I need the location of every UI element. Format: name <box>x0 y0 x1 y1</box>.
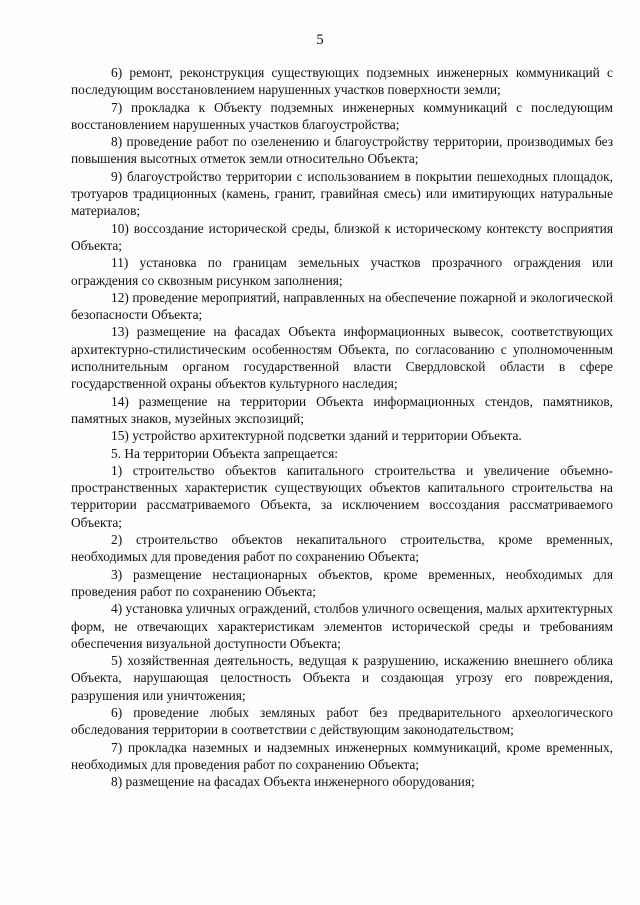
paragraph-10: 10) воссоздание исторической среды, близкой к историческому контексту восприятия Объекта; <box>71 220 613 253</box>
prohibition-3: 3) размещение нестационарных объектов, кроме временных, необходимых для проведения работ по сохранению Объекта; <box>71 566 613 599</box>
prohibition-8: 8) размещение на фасадах Объекта инженерного оборудования; <box>111 774 475 790</box>
paragraph-15: 15) устройство архитектурной подсветки зданий и территории Объекта. <box>111 428 522 444</box>
prohibition-6: 6) проведение любых земляных работ без предварительного археологического обследования территории в соответствии с действующим законодательством; <box>71 704 613 738</box>
page-number: 5 <box>316 32 324 48</box>
paragraph-7: 7) прокладка к Объекту подземных инженерных коммуникаций с последующим восстановлением нарушенных участков благоустройства; <box>71 99 613 132</box>
paragraph-8: 8) проведение работ по озеленению и благоустройству территории, производимых без повышения высотных отметок земли относительно Объекта; <box>71 134 613 167</box>
prohibition-5: 5) хозяйственная деятельность, ведущая к разрушению, искажению внешнего облика Объекта, нарушающая целостность Объекта и создающая угрозу его повреждения, разрушения или уничтожения; <box>71 653 613 703</box>
section-5-heading: 5. На территории Объекта запрещается: <box>111 445 338 461</box>
prohibition-7: 7) прокладка наземных и надземных инженерных коммуникаций, кроме временных, необходимых для проведения работ по сохранению Объекта; <box>71 739 613 772</box>
paragraph-6: 6) ремонт, реконструкция существующих подземных инженерных коммуникаций с последующим восстановлением нарушенных участков поверхности земли; <box>71 65 613 98</box>
paragraph-12: 12) проведение мероприятий, направленных на обеспечение пожарной и экологической безопасности Объекта; <box>71 289 613 323</box>
paragraph-11: 11) установка по границам земельных участков прозрачного ограждения или ограждения со сквозным рисунком заполнения; <box>71 255 613 288</box>
prohibition-2: 2) строительство объектов некапитального строительства, кроме временных, необходимых для проведения работ по сохранению Объекта; <box>71 532 613 565</box>
prohibition-1: 1) строительство объектов капитального строительства и увеличение объемно-пространственных характеристик существующих объектов капитального строительства на территории рассматриваемого Объекта, за исключением воссоздания рассматриваемого Объекта; <box>71 462 613 530</box>
paragraph-13: 13) размещение на фасадах Объекта информационных вывесок, соответствующих архитектурно-стилистическим особенностям Объекта, по согласованию с уполномоченным исполнительным органом государственной власти Свердловской области в сфере государственной охраны объектов культурного наследия; <box>71 324 613 392</box>
paragraph-14: 14) размещение на территории Объекта информационных стендов, памятников, памятных знаков, музейных экспозиций; <box>71 393 613 426</box>
document-body <box>71 64 613 790</box>
paragraph-9: 9) благоустройство территории с использованием в покрытии пешеходных площадок, тротуаров традиционных (камень, гранит, гравийная смесь) или имитирующих натуральные материалов; <box>71 168 613 219</box>
prohibition-4: 4) установка уличных ограждений, столбов уличного освещения, малых архитектурных форм, не отвечающих характеристикам элементов исторической среды и требованиям обеспечения визуальной доступности Объекта; <box>71 601 613 651</box>
